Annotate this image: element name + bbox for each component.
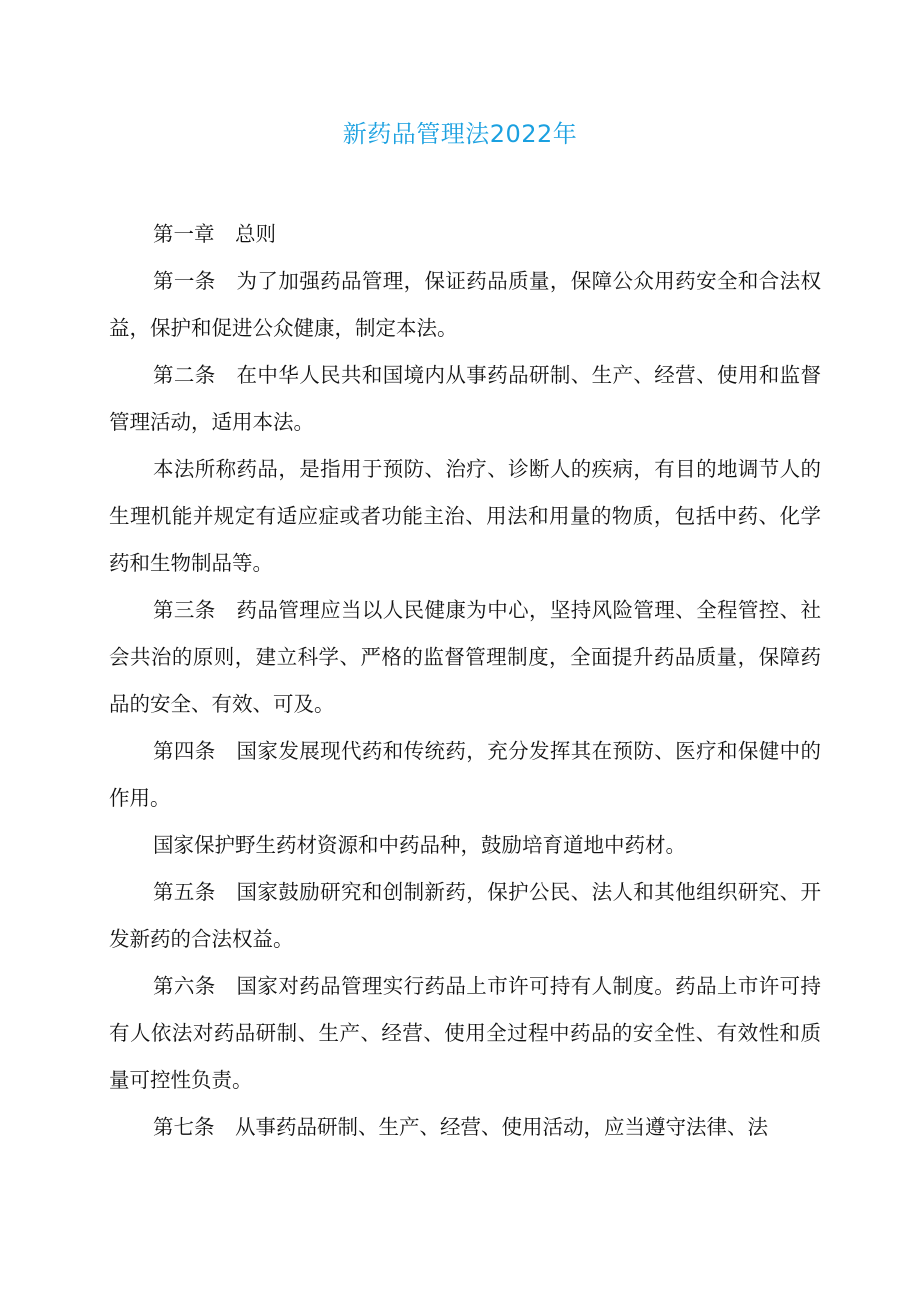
article-2-definition: 本法所称药品，是指用于预防、治疗、诊断人的疾病，有目的地调节人的生理机能并规定有适应症或者功能主治、用法和用量的物质，包括中药、化学药和生物制品等。 — [109, 457, 821, 575]
article-2: 第二条 在中华人民共和国境内从事药品研制、生产、经营、使用和监督管理活动，适用本法。 — [109, 363, 821, 434]
article-7: 第七条 从事药品研制、生产、经营、使用活动，应当遵守法律、法 — [153, 1115, 768, 1139]
article-3: 第三条 药品管理应当以人民健康为中心，坚持风险管理、全程管控、社会共治的原则，建立科学、严格的监督管理制度，全面提升药品质量，保障药品的安全、有效、可及。 — [109, 598, 821, 716]
article-6: 第六条 国家对药品管理实行药品上市许可持有人制度。药品上市许可持有人依法对药品研制、生产、经营、使用全过程中药品的安全性、有效性和质量可控性负责。 — [109, 974, 821, 1092]
article-4-clause-2: 国家保护野生药材资源和中药品种，鼓励培育道地中药材。 — [153, 833, 686, 857]
document-body — [109, 211, 821, 1151]
chapter-heading: 第一章 总则 — [153, 222, 276, 246]
article-1: 第一条 为了加强药品管理，保证药品质量，保障公众用药安全和合法权益，保护和促进公众健康，制定本法。 — [109, 269, 821, 340]
article-4: 第四条 国家发展现代药和传统药，充分发挥其在预防、医疗和保健中的作用。 — [109, 739, 821, 810]
article-5: 第五条 国家鼓励研究和创制新药，保护公民、法人和其他组织研究、开发新药的合法权益。 — [109, 880, 821, 951]
document-title: 新药品管理法2022年 — [342, 120, 578, 148]
